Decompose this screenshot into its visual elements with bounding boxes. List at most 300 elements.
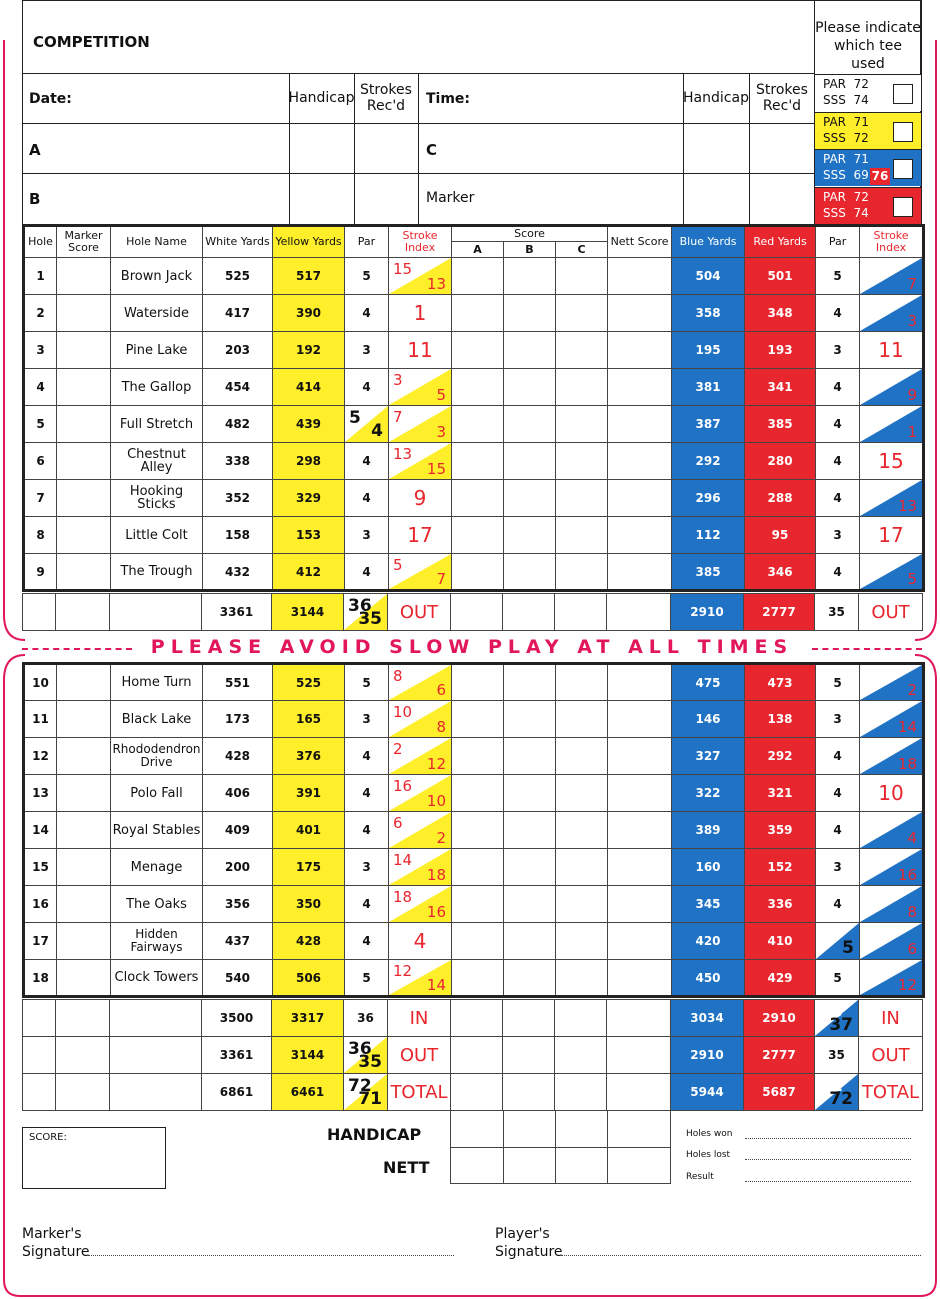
handicap-nett-grid bbox=[450, 1110, 671, 1184]
col-score: Score bbox=[452, 226, 608, 242]
col-hole-name: Hole Name bbox=[111, 226, 203, 258]
white-yards: 437 bbox=[203, 923, 273, 960]
marker-score-cell[interactable] bbox=[57, 258, 111, 295]
tee-par: PAR 72 bbox=[823, 189, 869, 204]
col-score-b: B bbox=[504, 242, 556, 258]
score-a-cell[interactable] bbox=[452, 443, 504, 480]
total-score-c[interactable] bbox=[555, 594, 607, 631]
stroke-index-cell-2 bbox=[860, 369, 924, 406]
col-hole: Hole bbox=[24, 226, 57, 258]
total-nett[interactable] bbox=[607, 1074, 671, 1111]
score-b-cell[interactable] bbox=[504, 369, 556, 406]
nett-score-cell[interactable] bbox=[608, 960, 672, 997]
score-b-cell[interactable] bbox=[504, 960, 556, 997]
marker-signature-line[interactable] bbox=[88, 1255, 454, 1256]
stroke-index-secondary: 12 bbox=[897, 976, 917, 994]
marker-score-cell[interactable] bbox=[57, 960, 111, 997]
red-yards: 138 bbox=[745, 701, 816, 738]
total-label-2: TOTAL bbox=[859, 1074, 923, 1111]
stroke-index-value: 15 bbox=[878, 449, 904, 473]
score-c-cell[interactable] bbox=[556, 886, 608, 923]
stroke-index-secondary: 18 bbox=[897, 755, 917, 773]
blue-yards: 389 bbox=[672, 812, 745, 849]
hole-row-13 bbox=[24, 775, 924, 812]
stroke-index-primary: 13 bbox=[393, 445, 413, 463]
score-a-cell[interactable] bbox=[452, 554, 504, 591]
stroke-index-primary: 2 bbox=[393, 740, 403, 758]
nett-score-cell[interactable] bbox=[608, 775, 672, 812]
nett-score-cell[interactable] bbox=[608, 332, 672, 369]
stroke-index-secondary: 6 bbox=[907, 940, 917, 958]
hole-number: 3 bbox=[24, 332, 57, 369]
par-cell-2: 4 bbox=[816, 812, 860, 849]
score-a-cell[interactable] bbox=[452, 738, 504, 775]
hole-row-3 bbox=[24, 332, 924, 369]
col-marker-score: Marker Score bbox=[57, 226, 111, 258]
red-yards: 341 bbox=[745, 369, 816, 406]
stroke-index-cell-2 bbox=[860, 849, 924, 886]
score-c-cell[interactable] bbox=[556, 369, 608, 406]
score-a-cell[interactable] bbox=[452, 775, 504, 812]
tee-option-red[interactable] bbox=[815, 187, 921, 224]
col-score-c: C bbox=[556, 242, 608, 258]
par-cell: 4 bbox=[345, 554, 389, 591]
col-par: Par bbox=[345, 226, 389, 258]
yellow-yards: 428 bbox=[273, 923, 345, 960]
white-yards: 203 bbox=[203, 332, 273, 369]
yellow-yards: 391 bbox=[273, 775, 345, 812]
yellow-yards: 298 bbox=[273, 443, 345, 480]
player-signature-label: Player's Signature bbox=[495, 1226, 563, 1260]
score-c-cell[interactable] bbox=[556, 406, 608, 443]
hole-number: 12 bbox=[24, 738, 57, 775]
marker-signature-label: Marker's Signature bbox=[22, 1226, 90, 1260]
tee-option-blue[interactable] bbox=[815, 149, 921, 186]
score-b-cell[interactable] bbox=[504, 295, 556, 332]
hole-name: Black Lake bbox=[111, 701, 203, 738]
stroke-index-cell-2 bbox=[860, 332, 924, 369]
marker-score-cell[interactable] bbox=[57, 849, 111, 886]
stroke-index-secondary: 7 bbox=[907, 275, 918, 293]
total-nett[interactable] bbox=[607, 1000, 671, 1037]
stroke-index-primary: 14 bbox=[864, 962, 884, 980]
score-c-cell[interactable] bbox=[556, 295, 608, 332]
par-primary: 36 bbox=[348, 596, 372, 616]
red-yards: 429 bbox=[745, 960, 816, 997]
stroke-index-cell-2 bbox=[860, 554, 924, 591]
par-secondary: 5 bbox=[842, 938, 854, 958]
score-c-cell[interactable] bbox=[556, 664, 608, 701]
score-a-cell[interactable] bbox=[452, 517, 504, 554]
stroke-index-secondary: 4 bbox=[907, 829, 917, 847]
nett-score-cell[interactable] bbox=[608, 554, 672, 591]
score-b-cell[interactable] bbox=[504, 738, 556, 775]
total-red-yards: 2777 bbox=[744, 594, 815, 631]
marker-score-cell[interactable] bbox=[57, 886, 111, 923]
total-label: TOTAL bbox=[388, 1074, 451, 1111]
stroke-index-secondary: 7 bbox=[436, 570, 446, 588]
header-block bbox=[22, 0, 814, 224]
stroke-index-primary: 6 bbox=[393, 814, 403, 832]
blank-cell bbox=[110, 594, 202, 631]
score-b-cell[interactable] bbox=[504, 332, 556, 369]
nett-label: NETT bbox=[383, 1158, 430, 1177]
marker-score-cell[interactable] bbox=[57, 701, 111, 738]
score-b-cell[interactable] bbox=[504, 406, 556, 443]
white-yards: 409 bbox=[203, 812, 273, 849]
score-b-cell[interactable] bbox=[504, 849, 556, 886]
stroke-index-secondary: 14 bbox=[426, 976, 446, 994]
total-par bbox=[344, 1074, 388, 1111]
stroke-index-cell-2 bbox=[860, 886, 924, 923]
total-score-b[interactable] bbox=[503, 594, 555, 631]
stroke-index-primary: 10 bbox=[393, 703, 413, 721]
tee-checkbox[interactable] bbox=[893, 159, 913, 179]
marker-label: Marker bbox=[426, 190, 475, 206]
total-score-c[interactable] bbox=[555, 1000, 607, 1037]
total-score-b[interactable] bbox=[503, 1000, 555, 1037]
score-b-cell[interactable] bbox=[504, 443, 556, 480]
hole-row-17 bbox=[24, 923, 924, 960]
player-signature-line[interactable] bbox=[561, 1255, 921, 1256]
score-a-cell[interactable] bbox=[452, 332, 504, 369]
total-score-b[interactable] bbox=[503, 1037, 555, 1074]
date-label: Date: bbox=[29, 91, 72, 107]
yellow-yards: 401 bbox=[273, 812, 345, 849]
marker-score-cell[interactable] bbox=[57, 406, 111, 443]
hole-number: 5 bbox=[24, 406, 57, 443]
total-yellow-yards: 6461 bbox=[272, 1074, 344, 1111]
nett-score-cell[interactable] bbox=[608, 849, 672, 886]
hole-row-6 bbox=[24, 443, 924, 480]
stroke-index-primary: 6 bbox=[864, 667, 874, 685]
total-blue-yards: 2910 bbox=[671, 1037, 744, 1074]
blank-cell bbox=[56, 1037, 110, 1074]
white-yards: 428 bbox=[203, 738, 273, 775]
par-cell-2: 4 bbox=[816, 295, 860, 332]
score-c-cell[interactable] bbox=[556, 738, 608, 775]
nett-score-cell[interactable] bbox=[608, 701, 672, 738]
blue-yards: 504 bbox=[672, 258, 745, 295]
marker-score-cell[interactable] bbox=[57, 517, 111, 554]
red-yards: 348 bbox=[745, 295, 816, 332]
par-cell: 3 bbox=[345, 332, 389, 369]
stroke-index-secondary: 18 bbox=[426, 866, 446, 884]
par-primary: 4 bbox=[820, 925, 832, 945]
blue-yards: 345 bbox=[672, 886, 745, 923]
stroke-index-cell-2 bbox=[860, 295, 924, 332]
stroke-index-primary: 14 bbox=[393, 851, 413, 869]
stroke-index-cell bbox=[389, 480, 452, 517]
marker-score-cell[interactable] bbox=[57, 554, 111, 591]
score-a-cell[interactable] bbox=[452, 960, 504, 997]
stroke-index-secondary: 5 bbox=[907, 570, 918, 588]
nett-score-cell[interactable] bbox=[608, 295, 672, 332]
blue-yards: 160 bbox=[672, 849, 745, 886]
marker-score-cell[interactable] bbox=[57, 480, 111, 517]
par-cell-2: 5 bbox=[816, 258, 860, 295]
nett-score-cell[interactable] bbox=[608, 406, 672, 443]
marker-score-cell[interactable] bbox=[57, 443, 111, 480]
total-par-2 bbox=[815, 1000, 859, 1037]
stroke-index-cell bbox=[389, 406, 452, 443]
stroke-index-secondary: 10 bbox=[426, 792, 446, 810]
col-yellow-yards: Yellow Yards bbox=[273, 226, 345, 258]
score-a-cell[interactable] bbox=[452, 664, 504, 701]
tee-checkbox[interactable] bbox=[893, 84, 913, 104]
nett-score-cell[interactable] bbox=[608, 443, 672, 480]
stroke-index-secondary: 6 bbox=[436, 681, 446, 699]
score-a-cell[interactable] bbox=[452, 295, 504, 332]
marker-score-cell[interactable] bbox=[57, 664, 111, 701]
col-nett-score: Nett Score bbox=[608, 226, 672, 258]
nett-score-cell[interactable] bbox=[608, 812, 672, 849]
score-a-cell[interactable] bbox=[452, 406, 504, 443]
holes-lost-line[interactable] bbox=[745, 1159, 911, 1160]
par-cell: 4 bbox=[345, 295, 389, 332]
col-stroke-index-2: Stroke Index bbox=[860, 226, 924, 258]
nett-score-cell[interactable] bbox=[608, 517, 672, 554]
score-c-cell[interactable] bbox=[556, 480, 608, 517]
blue-yards: 358 bbox=[672, 295, 745, 332]
total-score-c[interactable] bbox=[555, 1037, 607, 1074]
total-label: OUT bbox=[388, 1037, 451, 1074]
marker-score-cell[interactable] bbox=[57, 332, 111, 369]
nett-score-cell[interactable] bbox=[608, 480, 672, 517]
nett-score-cell[interactable] bbox=[608, 664, 672, 701]
score-b-cell[interactable] bbox=[504, 812, 556, 849]
score-b-cell[interactable] bbox=[504, 923, 556, 960]
hole-number: 10 bbox=[24, 664, 57, 701]
total-score-a[interactable] bbox=[451, 1000, 503, 1037]
par-cell: 3 bbox=[345, 849, 389, 886]
red-yards: 321 bbox=[745, 775, 816, 812]
tee-sss-red: 76 bbox=[871, 169, 889, 183]
blank-cell bbox=[23, 1000, 56, 1037]
tee-sss: SSS 72 bbox=[823, 130, 869, 145]
time-label: Time: bbox=[426, 91, 471, 107]
blue-yards: 112 bbox=[672, 517, 745, 554]
stroke-index-secondary: 16 bbox=[426, 903, 446, 921]
par-cell: 4 bbox=[345, 369, 389, 406]
nett-score-cell[interactable] bbox=[608, 369, 672, 406]
stroke-index-value: 4 bbox=[413, 929, 427, 953]
blue-yards: 327 bbox=[672, 738, 745, 775]
holes-won-line[interactable] bbox=[745, 1138, 911, 1139]
strokes-header: Strokes Rec'd bbox=[360, 82, 412, 114]
col-stroke-index: Stroke Index bbox=[389, 226, 452, 258]
marker-score-cell[interactable] bbox=[57, 923, 111, 960]
blank-cell bbox=[56, 1074, 110, 1111]
stroke-index-primary: 7 bbox=[864, 556, 874, 574]
stroke-index-cell-2 bbox=[860, 517, 924, 554]
white-yards: 417 bbox=[203, 295, 273, 332]
hole-name: Hidden Fairways bbox=[111, 923, 203, 960]
score-a-cell[interactable] bbox=[452, 369, 504, 406]
blank-cell bbox=[110, 1000, 202, 1037]
stroke-index-cell-2 bbox=[860, 738, 924, 775]
strokes-header-2: Strokes Rec'd bbox=[756, 82, 808, 114]
total-blue-yards: 3034 bbox=[671, 1000, 744, 1037]
par-cell: 4 bbox=[345, 738, 389, 775]
total-score-c[interactable] bbox=[555, 1074, 607, 1111]
score-b-cell[interactable] bbox=[504, 517, 556, 554]
stroke-index-secondary: 16 bbox=[897, 866, 917, 884]
tee-checkbox[interactable] bbox=[893, 197, 913, 217]
score-b-cell[interactable] bbox=[504, 554, 556, 591]
marker-score-cell[interactable] bbox=[57, 295, 111, 332]
tee-sss: SSS 69 bbox=[823, 168, 869, 182]
hole-row-14 bbox=[24, 812, 924, 849]
score-c-cell[interactable] bbox=[556, 812, 608, 849]
total-red-yards: 2910 bbox=[744, 1000, 815, 1037]
hole-number: 6 bbox=[24, 443, 57, 480]
score-c-cell[interactable] bbox=[556, 923, 608, 960]
red-yards: 152 bbox=[745, 849, 816, 886]
score-c-cell[interactable] bbox=[556, 332, 608, 369]
par-cell-2: 5 bbox=[816, 960, 860, 997]
score-a-cell[interactable] bbox=[452, 849, 504, 886]
total-score-a[interactable] bbox=[451, 594, 503, 631]
total-nett[interactable] bbox=[607, 594, 671, 631]
nett-score-cell[interactable] bbox=[608, 923, 672, 960]
total-label-2: IN bbox=[859, 1000, 923, 1037]
blue-yards: 475 bbox=[672, 664, 745, 701]
marker-score-cell[interactable] bbox=[57, 738, 111, 775]
red-yards: 193 bbox=[745, 332, 816, 369]
score-a-cell[interactable] bbox=[452, 258, 504, 295]
stroke-index-cell bbox=[389, 295, 452, 332]
blue-yards: 146 bbox=[672, 701, 745, 738]
stroke-index-cell bbox=[389, 886, 452, 923]
stroke-index-primary: 7 bbox=[393, 408, 403, 426]
total-white-yards: 3361 bbox=[202, 594, 272, 631]
total-nett[interactable] bbox=[607, 1037, 671, 1074]
hole-row-16 bbox=[24, 886, 924, 923]
col-blue-yards: Blue Yards bbox=[672, 226, 745, 258]
score-c-cell[interactable] bbox=[556, 701, 608, 738]
yellow-yards: 517 bbox=[273, 258, 345, 295]
marker-score-cell[interactable] bbox=[57, 812, 111, 849]
score-b-cell[interactable] bbox=[504, 480, 556, 517]
stroke-index-primary: 18 bbox=[864, 851, 884, 869]
par-cell: 4 bbox=[345, 443, 389, 480]
stroke-index-value: 10 bbox=[878, 781, 904, 805]
result-line[interactable] bbox=[745, 1181, 911, 1182]
blue-yards: 195 bbox=[672, 332, 745, 369]
score-c-cell[interactable] bbox=[556, 554, 608, 591]
score-b-cell[interactable] bbox=[504, 886, 556, 923]
nett-score-cell[interactable] bbox=[608, 738, 672, 775]
blue-yards: 385 bbox=[672, 554, 745, 591]
white-yards: 540 bbox=[203, 960, 273, 997]
stroke-index-secondary: 12 bbox=[426, 755, 446, 773]
score-b-cell[interactable] bbox=[504, 775, 556, 812]
par-cell-2: 3 bbox=[816, 849, 860, 886]
score-a-cell[interactable] bbox=[452, 480, 504, 517]
tee-checkbox[interactable] bbox=[893, 122, 913, 142]
par-cell-2: 4 bbox=[816, 406, 860, 443]
par-cell-2: 4 bbox=[816, 775, 860, 812]
par-cell: 4 bbox=[345, 775, 389, 812]
nett-score-cell[interactable] bbox=[608, 258, 672, 295]
par-primary: 36 bbox=[819, 1002, 843, 1022]
blue-yards: 296 bbox=[672, 480, 745, 517]
par-cell-2: 5 bbox=[816, 664, 860, 701]
marker-score-cell[interactable] bbox=[57, 775, 111, 812]
col-score-a: A bbox=[452, 242, 504, 258]
par-cell-2 bbox=[816, 923, 860, 960]
total-par: 36 bbox=[344, 1000, 388, 1037]
score-a-cell[interactable] bbox=[452, 812, 504, 849]
score-c-cell[interactable] bbox=[556, 960, 608, 997]
par-cell: 5 bbox=[345, 258, 389, 295]
total-score-b[interactable] bbox=[503, 1074, 555, 1111]
stroke-index-cell bbox=[389, 849, 452, 886]
nett-score-cell[interactable] bbox=[608, 886, 672, 923]
hole-name: The Gallop bbox=[111, 369, 203, 406]
player-c-label: C bbox=[426, 141, 438, 159]
hole-row-4 bbox=[24, 369, 924, 406]
score-b-cell[interactable] bbox=[504, 664, 556, 701]
hole-number: 1 bbox=[24, 258, 57, 295]
stroke-index-cell bbox=[389, 664, 452, 701]
hole-number: 17 bbox=[24, 923, 57, 960]
score-box[interactable] bbox=[22, 1127, 166, 1189]
par-primary: 36 bbox=[348, 1039, 372, 1059]
score-b-cell[interactable] bbox=[504, 701, 556, 738]
stroke-index-cell-2 bbox=[860, 443, 924, 480]
par-cell-2: 4 bbox=[816, 886, 860, 923]
hole-number: 13 bbox=[24, 775, 57, 812]
score-a-cell[interactable] bbox=[452, 886, 504, 923]
player-a-label: A bbox=[29, 141, 41, 159]
total-score-a[interactable] bbox=[451, 1074, 503, 1111]
stroke-index-primary: 4 bbox=[864, 925, 874, 943]
total-score-a[interactable] bbox=[451, 1037, 503, 1074]
stroke-index-secondary: 9 bbox=[907, 386, 918, 404]
score-c-cell[interactable] bbox=[556, 258, 608, 295]
tee-option-white[interactable] bbox=[815, 74, 921, 111]
score-a-cell[interactable] bbox=[452, 923, 504, 960]
front-nine-table bbox=[22, 224, 925, 592]
stroke-index-cell-2 bbox=[860, 701, 924, 738]
stroke-index-value: 1 bbox=[413, 301, 427, 325]
stroke-index-cell bbox=[389, 517, 452, 554]
stroke-index-primary: 16 bbox=[864, 888, 884, 906]
stroke-index-secondary: 2 bbox=[436, 829, 446, 847]
score-b-cell[interactable] bbox=[504, 258, 556, 295]
tee-option-yellow[interactable] bbox=[815, 112, 921, 149]
total-par-2: 35 bbox=[815, 1037, 859, 1074]
stroke-index-cell bbox=[389, 812, 452, 849]
score-c-cell[interactable] bbox=[556, 775, 608, 812]
total-blue-yards: 5944 bbox=[671, 1074, 744, 1111]
stroke-index-primary: 18 bbox=[393, 888, 413, 906]
total-label: IN bbox=[388, 1000, 451, 1037]
score-c-cell[interactable] bbox=[556, 517, 608, 554]
score-a-cell[interactable] bbox=[452, 701, 504, 738]
total-par bbox=[344, 594, 388, 631]
tee-sss: SSS 74 bbox=[823, 93, 869, 107]
total-par-2 bbox=[815, 1074, 859, 1111]
score-c-cell[interactable] bbox=[556, 443, 608, 480]
score-c-cell[interactable] bbox=[556, 849, 608, 886]
yellow-yards: 350 bbox=[273, 886, 345, 923]
stroke-index-secondary: 13 bbox=[426, 275, 446, 293]
marker-score-cell[interactable] bbox=[57, 369, 111, 406]
blank-cell bbox=[110, 1074, 202, 1111]
